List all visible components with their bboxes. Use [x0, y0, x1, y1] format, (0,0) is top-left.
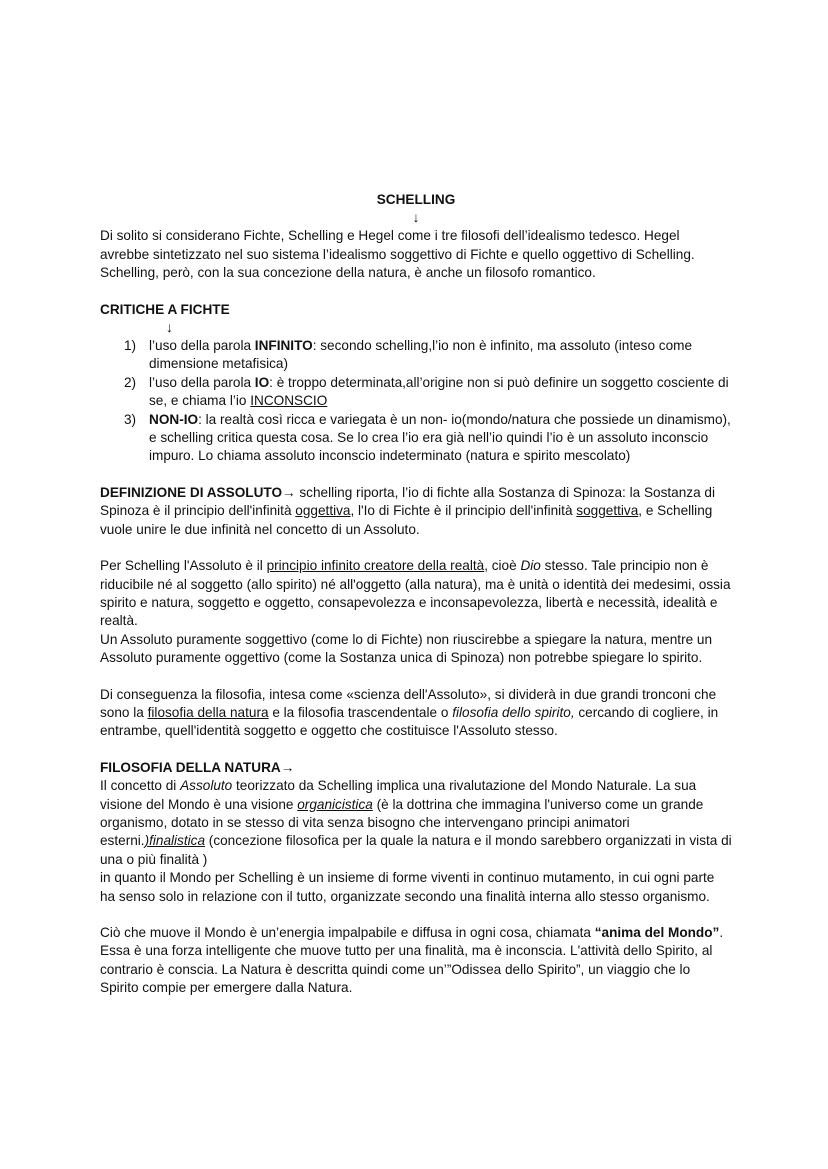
list-item	[100, 374, 732, 411]
underlined-term: filosofia della natura	[147, 704, 269, 720]
critiche-list	[100, 337, 732, 466]
spacer	[100, 466, 732, 484]
list-item-underlined: INCONSCIO	[250, 393, 328, 409]
document-body	[100, 191, 732, 998]
natura-paragraph-2: in quanto il Mondo per Schelling è un insieme di forme viventi in continuo mutamento, in cui ogni parte ha senso solo in relazione con il tutto, organizzate secondo una finalità interna allo stesso organismo.	[100, 870, 715, 904]
underlined-term: principio infinito creatore della realtà	[266, 558, 485, 574]
spacer	[100, 283, 732, 301]
italic-term: Dio	[520, 558, 541, 574]
page-title: SCHELLING	[376, 192, 456, 207]
list-number: 2)	[124, 374, 137, 390]
text-run: . Essa è una forza intelligente che muove tutto per una finalità, ma è inconscia. L'attività dello Spirito, al contrario è conscia. La Natura è descritta quindi come un’”Odissea dello Spirito”, un viaggio che lo Spirito compie per emergere dalla Natura.	[100, 925, 724, 996]
text-run: , e Schelling vuole unire le due infinità nel concetto di un Assoluto.	[100, 503, 713, 537]
list-item-keyword: NON-IO	[149, 411, 199, 427]
text-run: , cioè	[484, 558, 521, 574]
text-run: stesso. Tale principio non è riducibile né al soggetto (allo spirito) né all'oggetto (alla natura), ma è unità o identità dei medesimi, ossia spirito e natura, soggetto e oggetto, consapevolezza e inconsapevolezza, libertà e necessità, idealità e realtà.	[100, 558, 731, 629]
down-arrow-icon: ↓	[166, 320, 173, 336]
list-item	[100, 337, 732, 374]
text-run: teorizzato da Schelling implica una rivalutazione del Mondo Naturale. La sua visione del Mondo è una visione	[100, 778, 697, 812]
conseguenza-paragraph	[100, 686, 732, 741]
text-run: (concezione filosofica per la quale la natura e il mondo sarebbero organizzati in vista di una o più finalità )	[100, 833, 732, 867]
underlined-italic-term: organicistica	[297, 796, 373, 812]
assoluto-paragraph-2: Un Assoluto puramente soggettivo (come lo di Fichte) non riuscirebbe a spiegare la natura, mentre un Assoluto puramente oggettivo (come la Sostanza unica di Spinoza) non potrebbe spiegare lo spirito.	[100, 631, 713, 666]
down-arrow-icon: ↓	[412, 210, 420, 226]
spacer	[100, 539, 732, 557]
text-run: Ciò che muove il Mondo è un’energia impalpabile e diffusa in ogni cosa, chiamata	[100, 925, 595, 940]
list-item-text: l’uso della parola	[149, 338, 255, 354]
assoluto-paragraph	[100, 557, 732, 631]
text-run: e la filosofia trascendentale o	[268, 704, 453, 720]
bold-term: “anima del Mondo”	[594, 925, 720, 940]
text-run: , l'Io di Fichte è il principio dell'infinità	[350, 503, 577, 519]
list-item-text: : secondo schelling,l’io non è infinito, ma assoluto (inteso come dimensione metafisica)	[149, 338, 693, 372]
spacer	[100, 906, 732, 924]
underlined-italic-term: )finalistica	[144, 833, 206, 849]
list-item-keyword: IO	[254, 374, 270, 390]
spacer	[100, 741, 732, 759]
definizione-paragraph	[100, 484, 732, 539]
italic-term: Assoluto	[180, 778, 233, 794]
text-run: Di conseguenza la filosofia, intesa come «scienza dell'Assoluto», si dividerà in due grandi tronconi che sono la	[100, 686, 717, 720]
natura-heading: FILOSOFIA DELLA NATURA→	[100, 759, 295, 775]
text-run: (è la dottrina che immagina l'universo come un grande organismo, dotato in se stesso di vita senza bisogno che intervengano principi animatori esterni.	[100, 796, 704, 849]
italic-term: filosofia dello spirito,	[452, 704, 575, 720]
list-item-text: : è troppo determinata,all’origine non si può definire un soggetto cosciente di se, e chiama l’io	[149, 374, 729, 409]
text-run: Per Schelling l'Assoluto è il	[100, 558, 267, 574]
text-run: Il concetto di	[100, 778, 181, 794]
definizione-heading: DEFINIZIONE DI ASSOLUTO→	[100, 484, 296, 500]
list-item-text: : la realtà così ricca e variegata è un non- io(mondo/natura che possiede un dinamismo), e schelling critica questa cosa. Se lo crea l’io era già nell’io quindi l’io è un assoluto inconscio impuro. Lo chiama assoluto inconscio indeterminato (natura e spirito mescolato)	[149, 411, 731, 464]
text-run: schelling riporta, l’io di fichte alla Sostanza di Spinoza: la Sostanza di Spinoza è il principio dell'infinità	[100, 484, 715, 519]
text-run: cercando di cogliere, in entrambe, quell'identità soggetto e oggetto che costituisce l'Assoluto stesso.	[100, 704, 719, 739]
spacer	[100, 668, 732, 686]
list-item	[100, 411, 732, 466]
underlined-term: soggettiva	[576, 503, 639, 519]
list-item-text: l’uso della parola	[149, 374, 255, 390]
critiche-heading: CRITICHE A FICHTE	[100, 301, 230, 317]
anima-paragraph	[100, 924, 732, 998]
intro-paragraph: Di solito si considerano Fichte, Schelling e Hegel come i tre filosofi dell’idealismo tedesco. Hegel avrebbe sintetizzato nel suo sistema l’idealismo soggettivo di Fichte e quello oggettivo di Schelling. Schelling, però, con la sua concezione della natura, è anche un filosofo romantico.	[100, 228, 695, 281]
list-number: 3)	[124, 411, 137, 427]
natura-paragraph	[100, 777, 732, 869]
list-number: 1)	[124, 338, 137, 354]
underlined-term: oggettiva	[295, 503, 351, 519]
list-item-keyword: INFINITO	[254, 338, 313, 354]
